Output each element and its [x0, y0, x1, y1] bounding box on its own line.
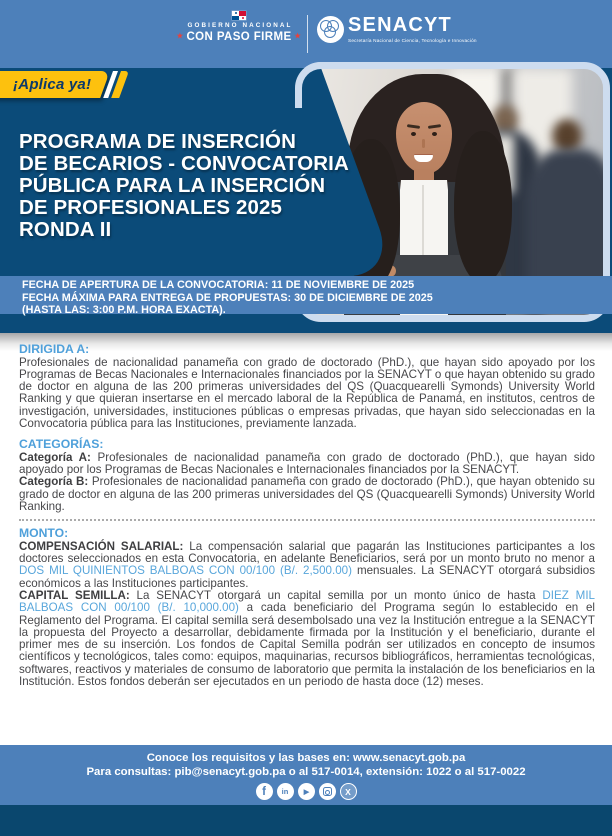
compensacion-label: COMPENSACIÓN SALARIAL:: [19, 539, 184, 553]
youtube-icon[interactable]: ▶: [298, 783, 315, 800]
dirigida-paragraph: Profesionales de nacionalidad panameña con grado de doctorado (PhD.), que hayan sido apoyado por los Programas de Becas Nacionales e Internacionales financiados por la SENACYT o que hayan obtenido su grado de doctor en alguna de las 200 primeras universidades del QS (Quacquearelli Symonds) University World Ranking y que quieran insertarse en el mercado laboral de la República de Panamá, en institutos, centros de investigación, universidades, instituciones públicas o empresas privadas, que hayan sido seleccionadas en la Convocatoria pública para las Instituciones, previamente lanzada.: [19, 355, 595, 430]
categoria-a-paragraph: Categoría A: Profesionales de nacionalidad panameña con grado de doctorado (PhD.), que hayan sido apoyado por los Programas de Becas Nacionales e Internacionales financiados por la SENACYT.: [19, 450, 595, 477]
footer-contact-line: Para consultas: pib@senacyt.gob.pa o al 517-0014, extensión: 1022 o al 517-0022: [86, 766, 526, 778]
body-content: [19, 343, 595, 688]
businessman-figure: [552, 119, 582, 153]
senacyt-emblem-icon: [317, 16, 344, 43]
section-heading-categorias: CATEGORÍAS:: [19, 437, 104, 452]
categoria-b-paragraph: Categoría B: Profesionales de nacionalidad panameña con grado de doctorado (PhD.), que hayan obtenido su grado de doctor en alguna de las 200 primeras universidades del QS (Quacquearelli Symonds) University World Ranking.: [19, 475, 595, 513]
capital-semilla-label: CAPITAL SEMILLA:: [19, 588, 130, 602]
gobierno-line1: GOBIERNO NACIONAL: [187, 22, 293, 29]
star-icon: ★: [176, 33, 184, 40]
aplica-ya-label: ¡Aplica ya!: [13, 76, 92, 93]
social-icons-row: [0, 783, 612, 800]
panama-flag-icon: [232, 11, 246, 20]
star-icon: ★: [294, 33, 302, 40]
senacyt-name: SENACYT: [348, 14, 452, 36]
seed-capital-amount: DIEZ MIL BALBOAS CON 00/100 (B/. 10,000.00): [19, 588, 595, 615]
opening-date: FECHA DE APERTURA DE LA CONVOCATORIA: 11 DE NOVIEMBRE DE 2025: [22, 279, 415, 291]
senacyt-logo: [317, 13, 477, 43]
page-title: PROGRAMA DE INSERCIÓN DE BECARIOS - CONVOCATORIA PÚBLICA PARA LA INSERCIÓN DE PROFESIONALES 2025 RONDA II: [19, 130, 349, 241]
capital-semilla-paragraph: CAPITAL SEMILLA: La SENACYT otorgará un capital semilla por un monto único de hasta DIEZ MIL BALBOAS CON 00/100 (B/. 10,000.00) a cada beneficiario del Programa según lo establecido en el Reglamento del Programa. El capital semilla será desembolsado una vez la Institución entregue a la SENACYT la propuesta del Proyecto a desarrollar, debidamente firmada por la Institución y el beneficiario, durante el primer mes de su inserción. Los fondos de Capital Semilla podrán ser utilizados en concepto de insumos científicos y tecnológicos, tales como: equipos, maquinarias, recursos bibliográficos, herramientas tecnológicas, softwares, reactivos y materiales de consumo de laboratorio que permita la instalación de los beneficiarios en la Institución. Estos fondos deberán ser ejecutados en un periodo de hasta doce (12) meses.: [19, 588, 596, 689]
gobierno-line2: ★ CON PASO FIRME ★: [176, 30, 302, 43]
footer-bottom-band: [0, 805, 612, 836]
footer-requirements-line: Conoce los requisitos y las bases en: www.senacyt.gob.pa: [146, 752, 466, 764]
section-heading-dirigida: DIRIGIDA A:: [19, 342, 90, 356]
senacyt-tagline: Secretaría Nacional de Ciencia, Tecnología e Innovación: [348, 38, 477, 43]
deadline-date: FECHA MÁXIMA PARA ENTREGA DE PROPUESTAS: 30 DE DICIEMBRE DE 2025: [22, 291, 433, 304]
deadline-time: (HASTA LAS: 3:00 P.M. HORA EXACTA).: [22, 304, 226, 316]
compensacion-paragraph: COMPENSACIÓN SALARIAL: La compensación salarial que pagarán las Instituciones participantes a los doctores seleccionados en esta Convocatoria, en adelante Beneficiarios, será por un monto bruto no menor a DOS MIL QUINIENTOS BALBOAS CON 00/100 (B/. 2,500.00) mensuales. La SENACYT otorgará subsidios económicos a las Instituciones participantes.: [19, 539, 596, 590]
categoria-b-label: Categoría B:: [19, 475, 89, 489]
header-divider: [307, 15, 308, 53]
dotted-divider: [19, 519, 595, 521]
section-heading-monto: MONTO:: [19, 526, 69, 541]
aplica-ya-badge[interactable]: [0, 71, 110, 98]
instagram-icon[interactable]: [319, 783, 336, 800]
photo-card-corner: [295, 62, 341, 108]
dates-banner: [0, 276, 612, 314]
footer-band: [0, 745, 612, 805]
linkedin-icon[interactable]: in: [277, 783, 294, 800]
header-band: [0, 0, 612, 68]
gobierno-nacional-logo: [176, 11, 302, 43]
salary-amount: DOS MIL QUINIENTOS BALBOAS CON 00/100 (B/. 2,500.00): [19, 564, 352, 578]
x-twitter-icon[interactable]: X: [340, 783, 357, 800]
facebook-icon[interactable]: f: [256, 783, 273, 800]
categoria-a-label: Categoría A:: [19, 450, 91, 464]
